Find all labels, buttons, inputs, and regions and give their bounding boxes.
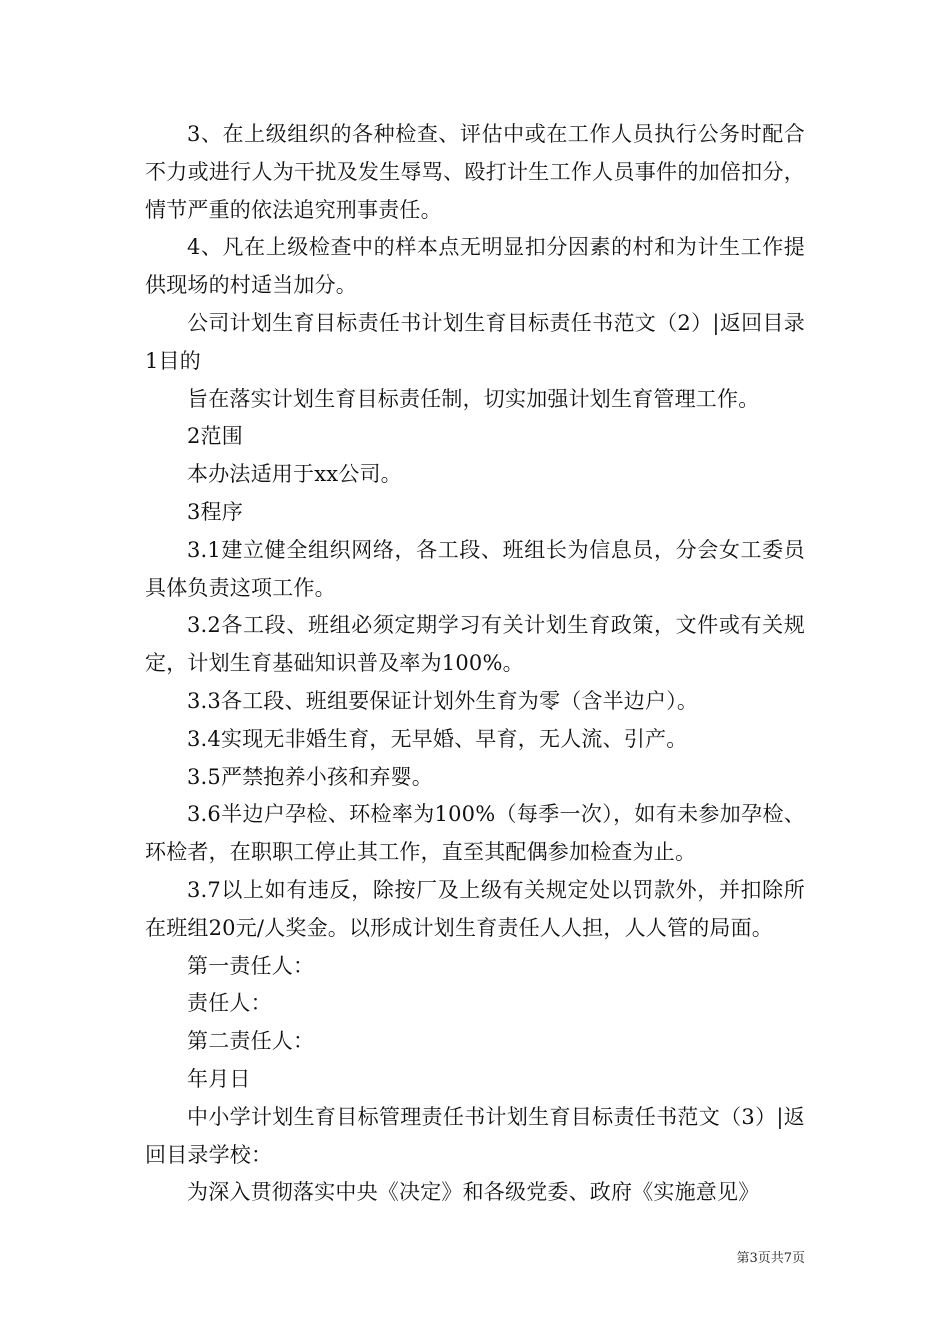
paragraph-intro-school: 为深入贯彻落实中央《决定》和各级党委、政府《实施意见》 <box>187 1180 760 1205</box>
paragraph-scope: 本办法适用于xx公司。 <box>187 462 402 487</box>
section-heading-fanwen-2: 公司计划生育目标责任书计划生育目标责任书范文（2）|返回目录1目的 <box>145 310 805 373</box>
paragraph-3-3: 3.3各工段、班组要保证计划外生育为零（含半边户）。 <box>187 688 699 713</box>
paragraph-3-6: 3.6半边户孕检、环检率为100%（每季一次），如有未参加孕检、环检者，在职职工停止其工作，直至其配偶参加检查为止。 <box>145 802 805 865</box>
signature-date: 年月日 <box>187 1066 251 1091</box>
signature-first-responsible: 第一责任人： <box>187 953 315 978</box>
paragraph-3-4: 3.4实现无非婚生育，无早婚、早育，无人流、引产。 <box>187 726 688 751</box>
document-body <box>145 116 805 1212</box>
signature-second-responsible: 第二责任人： <box>187 1029 315 1054</box>
paragraph-item-4: 4、凡在上级检查中的样本点无明显扣分因素的村和为计生工作提供现场的村适当加分。 <box>145 235 805 298</box>
paragraph-3-1: 3.1建立健全组织网络，各工段、班组长为信息员，分会女工委员具体负责这项工作。 <box>145 537 805 600</box>
paragraph-3-5: 3.5严禁抱养小孩和弃婴。 <box>187 764 433 789</box>
section-heading-fanwen-3: 中小学计划生育目标管理责任书计划生育目标责任书范文（3）|返回目录学校： <box>145 1104 805 1167</box>
paragraph-purpose: 旨在落实计划生育目标责任制，切实加强计划生育管理工作。 <box>187 386 760 411</box>
signature-responsible: 责任人： <box>187 991 272 1016</box>
paragraph-item-3: 3、在上级组织的各种检查、评估中或在工作人员执行公务时配合不力或进行人为干扰及发生辱骂、殴打计生工作人员事件的加倍扣分，情节严重的依法追究刑事责任。 <box>145 122 805 222</box>
paragraph-3-7: 3.7以上如有违反，除按厂及上级有关规定处以罚款外，并扣除所在班组20元/人奖金。以形成计划生育责任人人担，人人管的局面。 <box>145 877 805 940</box>
section-heading-procedure: 3程序 <box>187 499 243 524</box>
page-number-footer: 第3页共7页 <box>736 1251 805 1266</box>
section-heading-scope: 2范围 <box>187 424 243 449</box>
paragraph-3-2: 3.2各工段、班组必须定期学习有关计划生育政策，文件或有关规定，计划生育基础知识普及率为100%。 <box>145 613 805 676</box>
